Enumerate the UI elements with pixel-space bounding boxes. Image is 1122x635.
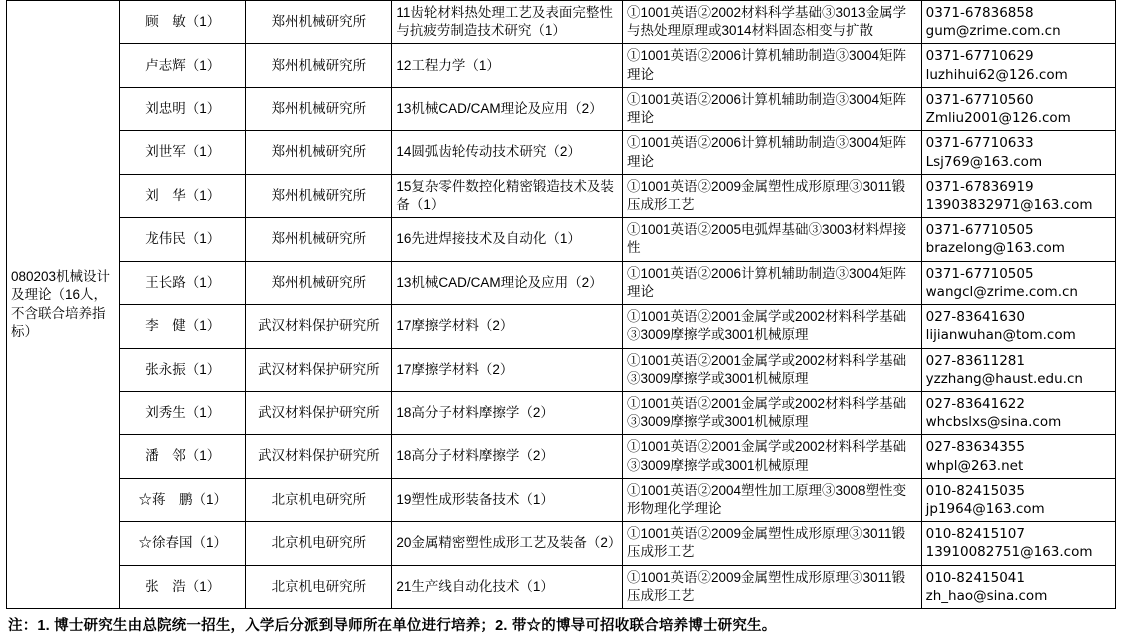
table-row — [7, 348, 1116, 391]
contact-email: 13910082751@163.com — [925, 544, 1093, 561]
contact-info — [921, 261, 1115, 304]
table-row — [7, 391, 1116, 434]
contact-phone: 0371-67710560 — [925, 91, 1034, 108]
advisor-name: 张永振（1） — [120, 348, 246, 391]
contact-email: Zmliu2001@126.com — [925, 110, 1071, 127]
contact-info — [921, 305, 1115, 348]
advisor-unit: 北京机电研究所 — [246, 522, 392, 565]
advisor-unit: 郑州机械研究所 — [246, 261, 392, 304]
advisor-unit: 郑州机械研究所 — [246, 174, 392, 217]
research-field: 17摩擦学材料（2） — [392, 348, 623, 391]
exam-subjects: ①1001英语②2006计算机辅助制造③3004矩阵理论 — [622, 261, 921, 304]
contact-info — [921, 522, 1115, 565]
contact-email: lijianwuhan@tom.com — [925, 327, 1076, 344]
contact-phone: 010-82415107 — [925, 526, 1025, 543]
advisor-name: ☆蒋 鹏（1） — [120, 478, 246, 521]
contact-phone: 0371-67710629 — [925, 48, 1034, 65]
contact-email: jp1964@163.com — [925, 501, 1045, 518]
contact-email: gum@zrime.com.cn — [925, 23, 1061, 40]
table-row — [7, 305, 1116, 348]
contact-email: whcbslxs@sina.com — [925, 414, 1062, 431]
contact-info — [921, 218, 1115, 261]
exam-subjects: ①1001英语②2004塑性加工原理③3008塑性变形物理化学理论 — [622, 478, 921, 521]
table-row — [7, 131, 1116, 174]
advisor-name: 龙伟民（1） — [120, 218, 246, 261]
exam-subjects: ①1001英语②2009金属塑性成形原理③3011锻压成形工艺 — [622, 522, 921, 565]
exam-subjects: ①1001英语②2002材料科学基础③3013金属学与热处理原理或3014材料固态相变与扩散 — [622, 1, 921, 44]
contact-phone: 0371-67710505 — [925, 222, 1034, 239]
advisor-unit: 武汉材料保护研究所 — [246, 435, 392, 478]
contact-phone: 0371-67710505 — [925, 265, 1034, 282]
contact-email: wangcl@zrime.com.cn — [925, 283, 1078, 300]
contact-phone: 010-82415041 — [925, 569, 1025, 586]
table-row — [7, 87, 1116, 130]
advisor-unit: 北京机电研究所 — [246, 565, 392, 608]
advisor-unit: 郑州机械研究所 — [246, 87, 392, 130]
table-row — [7, 174, 1116, 217]
research-field: 15复杂零件数控化精密锻造技术及装备（1） — [392, 174, 623, 217]
advisor-name: 李 健（1） — [120, 305, 246, 348]
contact-phone: 0371-67836919 — [925, 178, 1034, 195]
contact-phone: 027-83634355 — [925, 439, 1025, 456]
contact-info — [921, 87, 1115, 130]
research-field: 21生产线自动化技术（1） — [392, 565, 623, 608]
contact-email: 13903832971@163.com — [925, 196, 1093, 213]
advisor-name: 刘 华（1） — [120, 174, 246, 217]
research-field: 11齿轮材料热处理工艺及表面完整性与抗疲劳制造技术研究（1） — [392, 1, 623, 44]
table-row — [7, 565, 1116, 608]
contact-email: yzzhang@haust.edu.cn — [925, 370, 1083, 387]
research-field: 16先进焊接技术及自动化（1） — [392, 218, 623, 261]
advisor-unit: 武汉材料保护研究所 — [246, 391, 392, 434]
research-field: 20金属精密塑性成形工艺及装备（2） — [392, 522, 623, 565]
advisor-name: 刘秀生（1） — [120, 391, 246, 434]
advisor-name: 顾 敏（1） — [120, 1, 246, 44]
contact-email: luzhihui62@126.com — [925, 66, 1068, 83]
advisor-name: 刘世军（1） — [120, 131, 246, 174]
contact-info — [921, 565, 1115, 608]
research-field: 14圆弧齿轮传动技术研究（2） — [392, 131, 623, 174]
contact-info — [921, 44, 1115, 87]
contact-phone: 027-83641622 — [925, 395, 1025, 412]
contact-info — [921, 1, 1115, 44]
exam-subjects: ①1001英语②2001金属学或2002材料科学基础③3009摩擦学或3001机械原理 — [622, 435, 921, 478]
research-field: 17摩擦学材料（2） — [392, 305, 623, 348]
research-field: 18高分子材料摩擦学（2） — [392, 391, 623, 434]
contact-email: brazelong@163.com — [925, 240, 1065, 257]
footer-note: 注：1. 博士研究生由总院统一招生，入学后分派到导师所在单位进行培养；2. 带☆的博导可招收联合培养博士研究生。 — [8, 618, 777, 635]
contact-phone: 027-83641630 — [925, 309, 1025, 326]
research-field: 13机械CAD/CAM理论及应用（2） — [392, 87, 623, 130]
contact-info — [921, 174, 1115, 217]
contact-info — [921, 478, 1115, 521]
advisor-unit: 郑州机械研究所 — [246, 218, 392, 261]
table-row — [7, 435, 1116, 478]
research-field: 19塑性成形装备技术（1） — [392, 478, 623, 521]
advisor-name: 张 浩（1） — [120, 565, 246, 608]
advisor-unit: 武汉材料保护研究所 — [246, 348, 392, 391]
table-body — [7, 1, 1116, 609]
advisor-unit: 武汉材料保护研究所 — [246, 305, 392, 348]
exam-subjects: ①1001英语②2006计算机辅助制造③3004矩阵理论 — [622, 44, 921, 87]
research-field: 13机械CAD/CAM理论及应用（2） — [392, 261, 623, 304]
advisor-name: ☆徐春国（1） — [120, 522, 246, 565]
table-row — [7, 522, 1116, 565]
contact-phone: 0371-67836858 — [925, 5, 1034, 21]
exam-subjects: ①1001英语②2006计算机辅助制造③3004矩阵理论 — [622, 131, 921, 174]
contact-email: zh_hao@sina.com — [925, 587, 1048, 604]
table-row — [7, 478, 1116, 521]
advisor-name: 潘 邻（1） — [120, 435, 246, 478]
exam-subjects: ①1001英语②2009金属塑性成形原理③3011锻压成形工艺 — [622, 174, 921, 217]
contact-email: Lsj769@163.com — [925, 153, 1043, 170]
advisor-unit: 郑州机械研究所 — [246, 1, 392, 44]
contact-info — [921, 348, 1115, 391]
doctoral-advisors-table — [6, 0, 1116, 609]
exam-subjects: ①1001英语②2001金属学或2002材料科学基础③3009摩擦学或3001机械原理 — [622, 305, 921, 348]
advisor-name: 王长路（1） — [120, 261, 246, 304]
research-field: 12工程力学（1） — [392, 44, 623, 87]
contact-phone: 0371-67710633 — [925, 135, 1034, 152]
contact-info — [921, 435, 1115, 478]
exam-subjects: ①1001英语②2005电弧焊基础③3003材料焊接性 — [622, 218, 921, 261]
major-group-cell: 080203机械设计及理论（16人，不含联合培养指标） — [7, 1, 120, 609]
contact-email: whpl@263.net — [925, 457, 1024, 474]
advisor-name: 卢志辉（1） — [120, 44, 246, 87]
research-field: 18高分子材料摩擦学（2） — [392, 435, 623, 478]
contact-phone: 027-83611281 — [925, 352, 1025, 369]
table-row — [7, 261, 1116, 304]
contact-info — [921, 391, 1115, 434]
advisor-name: 刘忠明（1） — [120, 87, 246, 130]
contact-phone: 010-82415035 — [925, 482, 1025, 499]
advisor-unit: 郑州机械研究所 — [246, 44, 392, 87]
exam-subjects: ①1001英语②2009金属塑性成形原理③3011锻压成形工艺 — [622, 565, 921, 608]
contact-info — [921, 131, 1115, 174]
table-row — [7, 44, 1116, 87]
table-row — [7, 218, 1116, 261]
exam-subjects: ①1001英语②2001金属学或2002材料科学基础③3009摩擦学或3001机械原理 — [622, 391, 921, 434]
table-row — [7, 1, 1116, 44]
advisor-unit: 郑州机械研究所 — [246, 131, 392, 174]
exam-subjects: ①1001英语②2001金属学或2002材料科学基础③3009摩擦学或3001机械原理 — [622, 348, 921, 391]
exam-subjects: ①1001英语②2006计算机辅助制造③3004矩阵理论 — [622, 87, 921, 130]
advisor-unit: 北京机电研究所 — [246, 478, 392, 521]
